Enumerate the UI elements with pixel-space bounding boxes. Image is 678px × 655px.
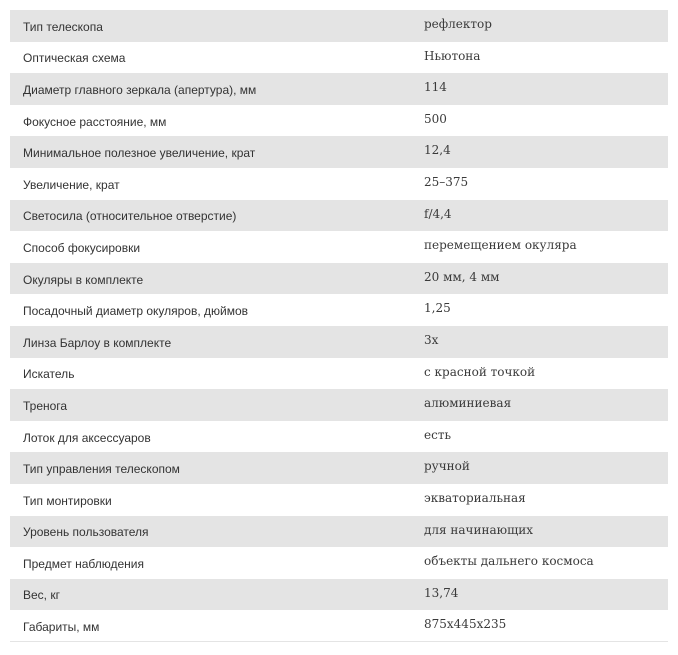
spec-row [10,168,668,200]
spec-label: Предмет наблюдения [10,547,411,579]
spec-value: для начинающих [411,516,668,548]
spec-value: рефлектор [411,10,668,42]
spec-label: Лоток для аксессуаров [10,421,411,453]
spec-row [10,231,668,263]
spec-value: Ньютона [411,42,668,74]
spec-label: Способ фокусировки [10,231,411,263]
spec-row [10,263,668,295]
spec-row [10,42,668,74]
spec-label: Окуляры в комплекте [10,263,411,295]
spec-value: экваториальная [411,484,668,516]
spec-value: 13,74 [411,579,668,611]
spec-label: Тип управления телескопом [10,452,411,484]
spec-value: 1,25 [411,294,668,326]
spec-value: f/4,4 [411,200,668,232]
spec-row [10,610,668,642]
spec-label: Посадочный диаметр окуляров, дюймов [10,294,411,326]
spec-row [10,389,668,421]
spec-label: Тренога [10,389,411,421]
spec-row [10,579,668,611]
spec-label: Тип телескопа [10,10,411,42]
spec-row [10,294,668,326]
spec-label: Светосила (относительное отверстие) [10,200,411,232]
spec-label: Вес, кг [10,579,411,611]
spec-label: Уровень пользователя [10,516,411,548]
spec-row [10,200,668,232]
spec-value: перемещением окуляра [411,231,668,263]
specifications-body [10,10,668,642]
spec-label: Фокусное расстояние, мм [10,105,411,137]
spec-row [10,358,668,390]
spec-label: Габариты, мм [10,610,411,642]
spec-row [10,547,668,579]
spec-label: Увеличение, крат [10,168,411,200]
spec-row [10,484,668,516]
spec-label: Диаметр главного зеркала (апертура), мм [10,73,411,105]
spec-value: с красной точкой [411,358,668,390]
spec-row [10,105,668,137]
spec-row [10,452,668,484]
spec-row [10,516,668,548]
spec-value: 114 [411,73,668,105]
spec-value: 875х445х235 [411,610,668,642]
spec-row [10,326,668,358]
spec-value: есть [411,421,668,453]
spec-label: Искатель [10,358,411,390]
spec-row [10,421,668,453]
spec-value: объекты дальнего космоса [411,547,668,579]
spec-row [10,10,668,42]
spec-value: 12,4 [411,136,668,168]
spec-label: Минимальное полезное увеличение, крат [10,136,411,168]
spec-value: 500 [411,105,668,137]
spec-row [10,73,668,105]
spec-label: Оптическая схема [10,42,411,74]
spec-value: 3х [411,326,668,358]
spec-value: 20 мм, 4 мм [411,263,668,295]
spec-value: ручной [411,452,668,484]
spec-label: Тип монтировки [10,484,411,516]
spec-value: 25–375 [411,168,668,200]
spec-row [10,136,668,168]
spec-label: Линза Барлоу в комплекте [10,326,411,358]
spec-value: алюминиевая [411,389,668,421]
specifications-table [10,10,668,642]
